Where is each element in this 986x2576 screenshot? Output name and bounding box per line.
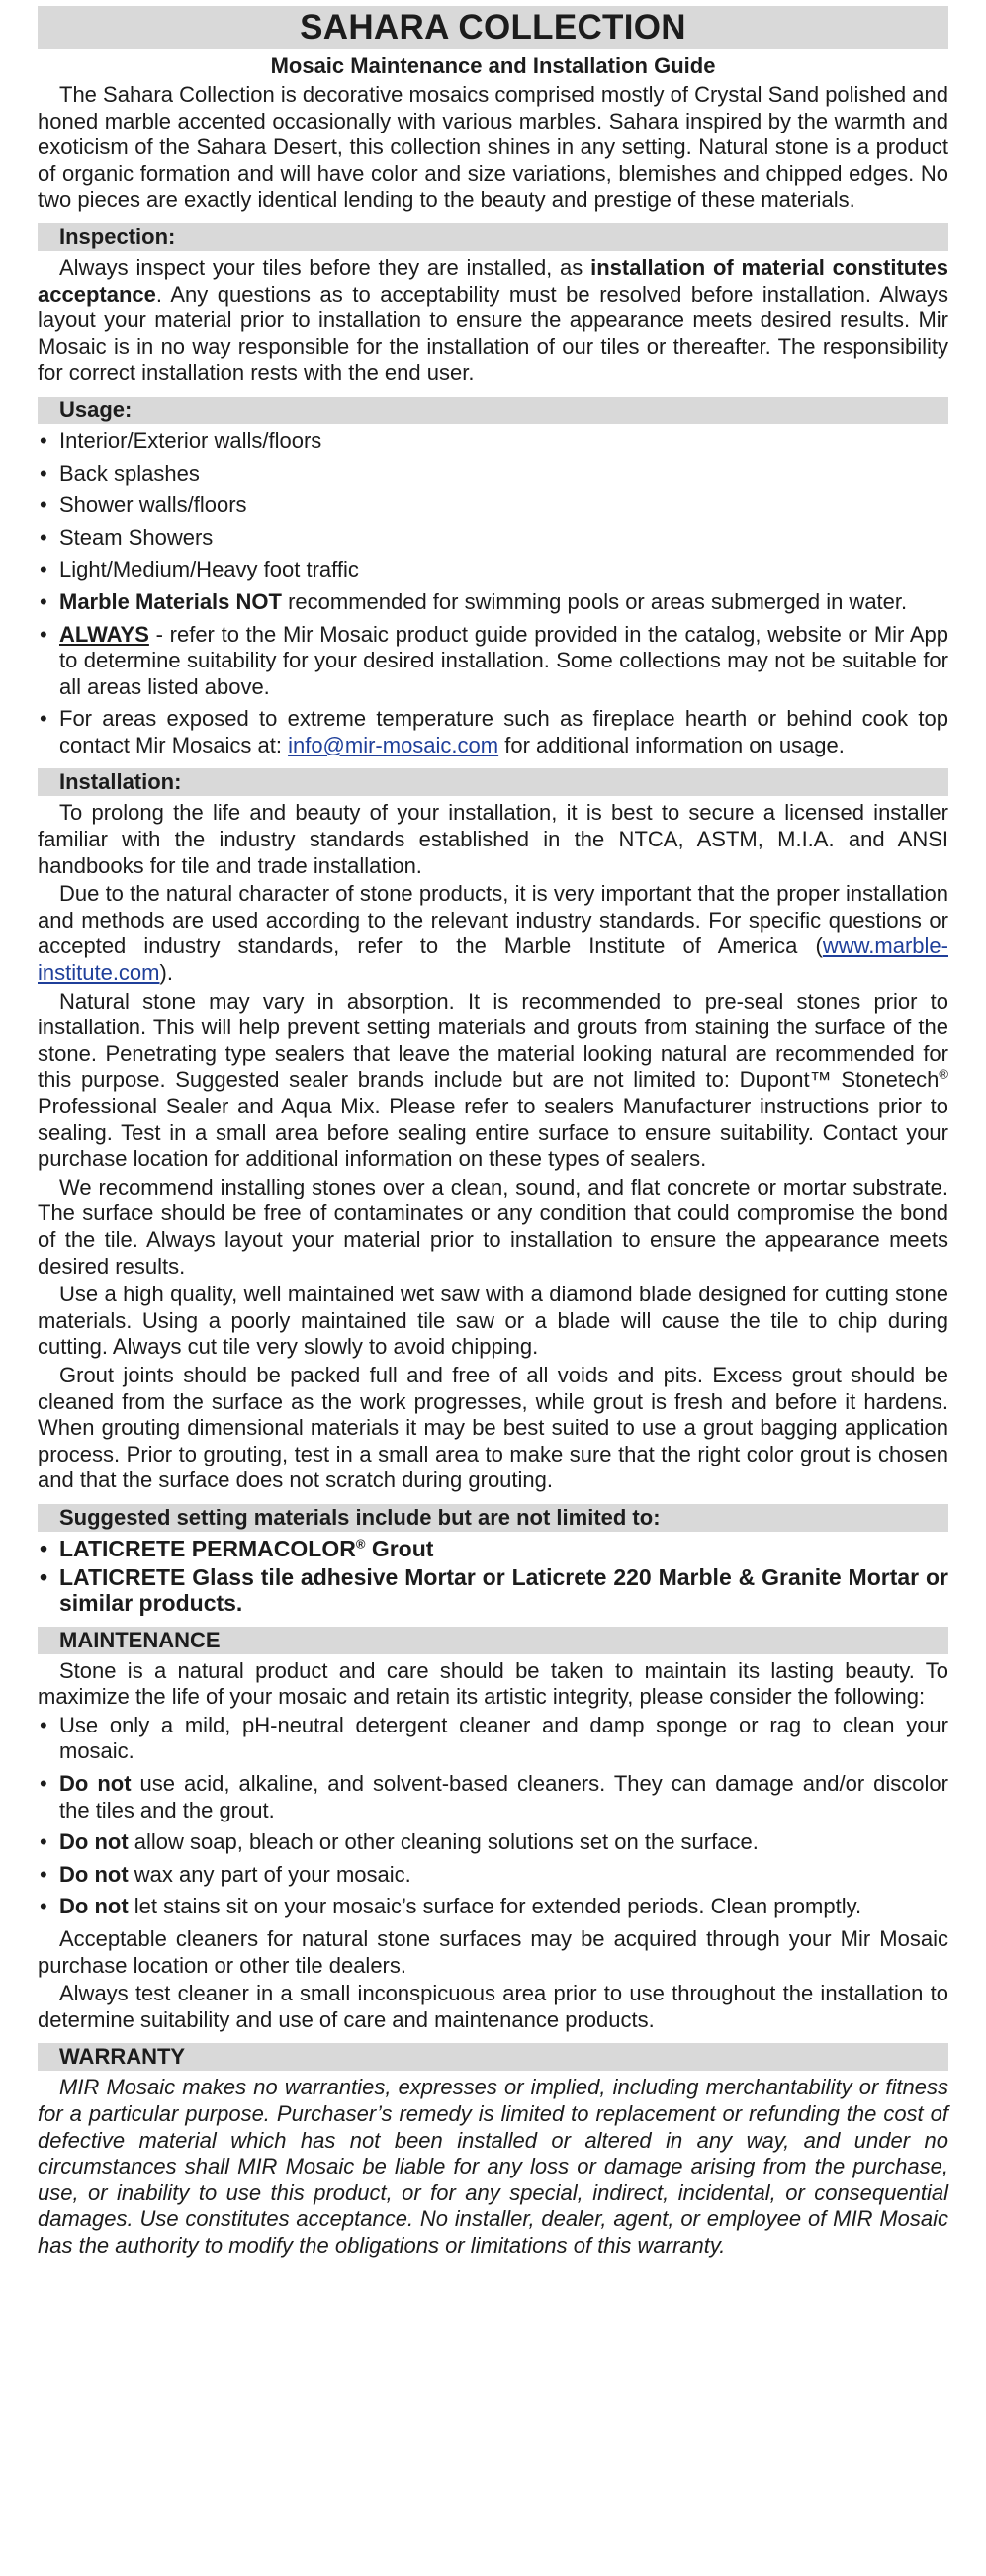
installation-paragraph: Due to the natural character of stone products, it is very important that the proper installation and methods are used according to the relevant industry standards. For specific questions or accepted industry standards, refer to the Marble Institute of America (www.marble-institute.com). xyxy=(38,881,948,986)
email-link[interactable]: info@mir-mosaic.com xyxy=(288,732,499,757)
section-heading-installation: Installation: xyxy=(38,768,948,796)
list-item: • Interior/Exterior walls/floors xyxy=(40,427,322,453)
list-item: • Do not let stains sit on your mosaic’s surface for extended periods. Clean promptly. xyxy=(40,1894,862,1919)
maintenance-list xyxy=(38,1713,948,1920)
setting-materials-list xyxy=(38,1536,948,1617)
installation-paragraph: Natural stone may vary in absorption. It is recommended to pre-seal stones prior to installation. This will help prevent setting materials and grouts from staining the surface of the stone. Penetrating type sealers that leave the material looking natural are recommended for this purpose. Suggested sealer brands include but are not limited to: Dupont™ Stonetech® Professional Sealer and Aqua Mix. Please refer to sealers Manufacturer instructions prior to sealing. Test in a small area before sealing entire surface to ensure suitability. Contact your purchase location for additional information on these types of sealers. xyxy=(38,988,948,1172)
list-item: • Shower walls/floors xyxy=(40,492,247,518)
installation-paragraph: To prolong the life and beauty of your installation, it is best to secure a licensed installer familiar with the industry standards established in the NTCA, ASTM, M.I.A. and ANSI handbooks for tile and trade installation. xyxy=(38,800,948,878)
section-heading-usage: Usage: xyxy=(38,397,948,424)
list-item: • Do not allow soap, bleach or other cleaning solutions set on the surface. xyxy=(40,1829,759,1855)
list-item: • Back splashes xyxy=(40,460,200,486)
list-item: • Use only a mild, pH-neutral detergent cleaner and damp sponge or rag to clean your mosaic. xyxy=(40,1712,948,1764)
marble-institute-link[interactable]: www.marble-institute.com xyxy=(38,933,948,986)
section-heading-inspection: Inspection: xyxy=(38,223,948,251)
section-heading-maintenance: MAINTENANCE xyxy=(38,1627,948,1654)
maintenance-paragraph: Acceptable cleaners for natural stone surfaces may be acquired through your Mir Mosaic purchase location or other tile dealers. xyxy=(38,1926,948,1978)
list-item: • Steam Showers xyxy=(40,524,214,550)
list-item: • Marble Materials NOT recommended for swimming pools or areas submerged in water. xyxy=(40,588,908,614)
document-subtitle: Mosaic Maintenance and Installation Guide xyxy=(270,53,716,78)
maintenance-paragraph: Always test cleaner in a small inconspicuous area prior to use throughout the installation to determine suitability and use of care and maintenance products. xyxy=(38,1981,948,2032)
maintenance-paragraph: Stone is a natural product and care should be taken to maintain its lasting beauty. To maximize the life of your mosaic and retain its artistic integrity, please consider the following: xyxy=(38,1657,948,1710)
list-item: • ALWAYS - refer to the Mir Mosaic product guide provided in the catalog, website or Mir App to determine suitability for your desired installation. Some collections may not be suitable for all areas listed above. xyxy=(40,621,948,699)
usage-list xyxy=(38,428,948,759)
inspection-paragraph: Always inspect your tiles before they are installed, as installation of material constitutes acceptance. Any questions as to acceptability must be resolved before installation. Always layout your material prior to installation to ensure the appearance meets desired results. Mir Mosaic is in no way responsible for the installation of our tiles or thereafter. The responsibility for correct installation rests with the end user. xyxy=(38,254,949,386)
list-item: • LATICRETE PERMACOLOR® Grout xyxy=(40,1535,434,1561)
list-item: • For areas exposed to extreme temperature such as fireplace hearth or behind cook top contact Mir Mosaics at: info@mir-mosaic.com for additional information on usage. xyxy=(40,706,948,757)
installation-paragraph: Grout joints should be packed full and free of all voids and pits. Excess grout should be cleaned from the surface as the work progresses, while grout is fresh and before it hardens. When grouting dimensional materials it may be best suited to use a grout bagging application process. Prior to grouting, test in a small area to make sure that the right color grout is chosen and that the surface does not scratch during grouting. xyxy=(38,1362,948,1493)
intro-paragraph: The Sahara Collection is decorative mosaics comprised mostly of Crystal Sand polished and honed marble accented occasionally with various marbles. Sahara inspired by the warmth and exoticism of the Sahara Desert, this collection shines in any setting. Natural stone is a product of organic formation and will have color and size variations, blemishes and chipped edges. No two pieces are exactly identical lending to the beauty and prestige of these materials. xyxy=(38,82,948,213)
section-heading-warranty: WARRANTY xyxy=(38,2043,948,2071)
warranty-paragraph: MIR Mosaic makes no warranties, expresses or implied, including merchantability or fitness for a particular purpose. Purchaser’s remedy is limited to replacement or refunding the cost of defective material which has not been installed or altered in any way, and under no circumstances shall MIR Mosaic be liable for any loss or damage arising from the purchase, use, or inability to use this product, or for any special, indirect, incidental, or consequential damages. Use constitutes acceptance. No installer, dealer, agent, or employee of MIR Mosaic has the authority to modify the obligations or limitations of this warranty. xyxy=(38,2075,948,2258)
section-heading-setting-materials: Suggested setting materials include but are not limited to: xyxy=(38,1504,948,1532)
list-item: • Do not use acid, alkaline, and solvent-based cleaners. They can damage and/or discolor the tiles and the grout. xyxy=(40,1771,948,1822)
list-item: • LATICRETE Glass tile adhesive Mortar or Laticrete 220 Marble & Granite Mortar or similar products. xyxy=(40,1563,948,1617)
document-title: SAHARA COLLECTION xyxy=(38,6,948,49)
list-item: • Light/Medium/Heavy foot traffic xyxy=(40,557,359,582)
installation-paragraph: We recommend installing stones over a clean, sound, and flat concrete or mortar substrate. The surface should be free of contaminates or any condition that could compromise the bond of the tile. Always layout your material prior to installation to ensure the appearance meets desired results. xyxy=(38,1174,948,1279)
installation-paragraph: Use a high quality, well maintained wet saw with a diamond blade designed for cutting stone materials. Using a poorly maintained tile saw or a blade will cause the tile to chip during cutting. Always cut tile very slowly to avoid chipping. xyxy=(38,1282,948,1360)
list-item: • Do not wax any part of your mosaic. xyxy=(40,1861,411,1887)
